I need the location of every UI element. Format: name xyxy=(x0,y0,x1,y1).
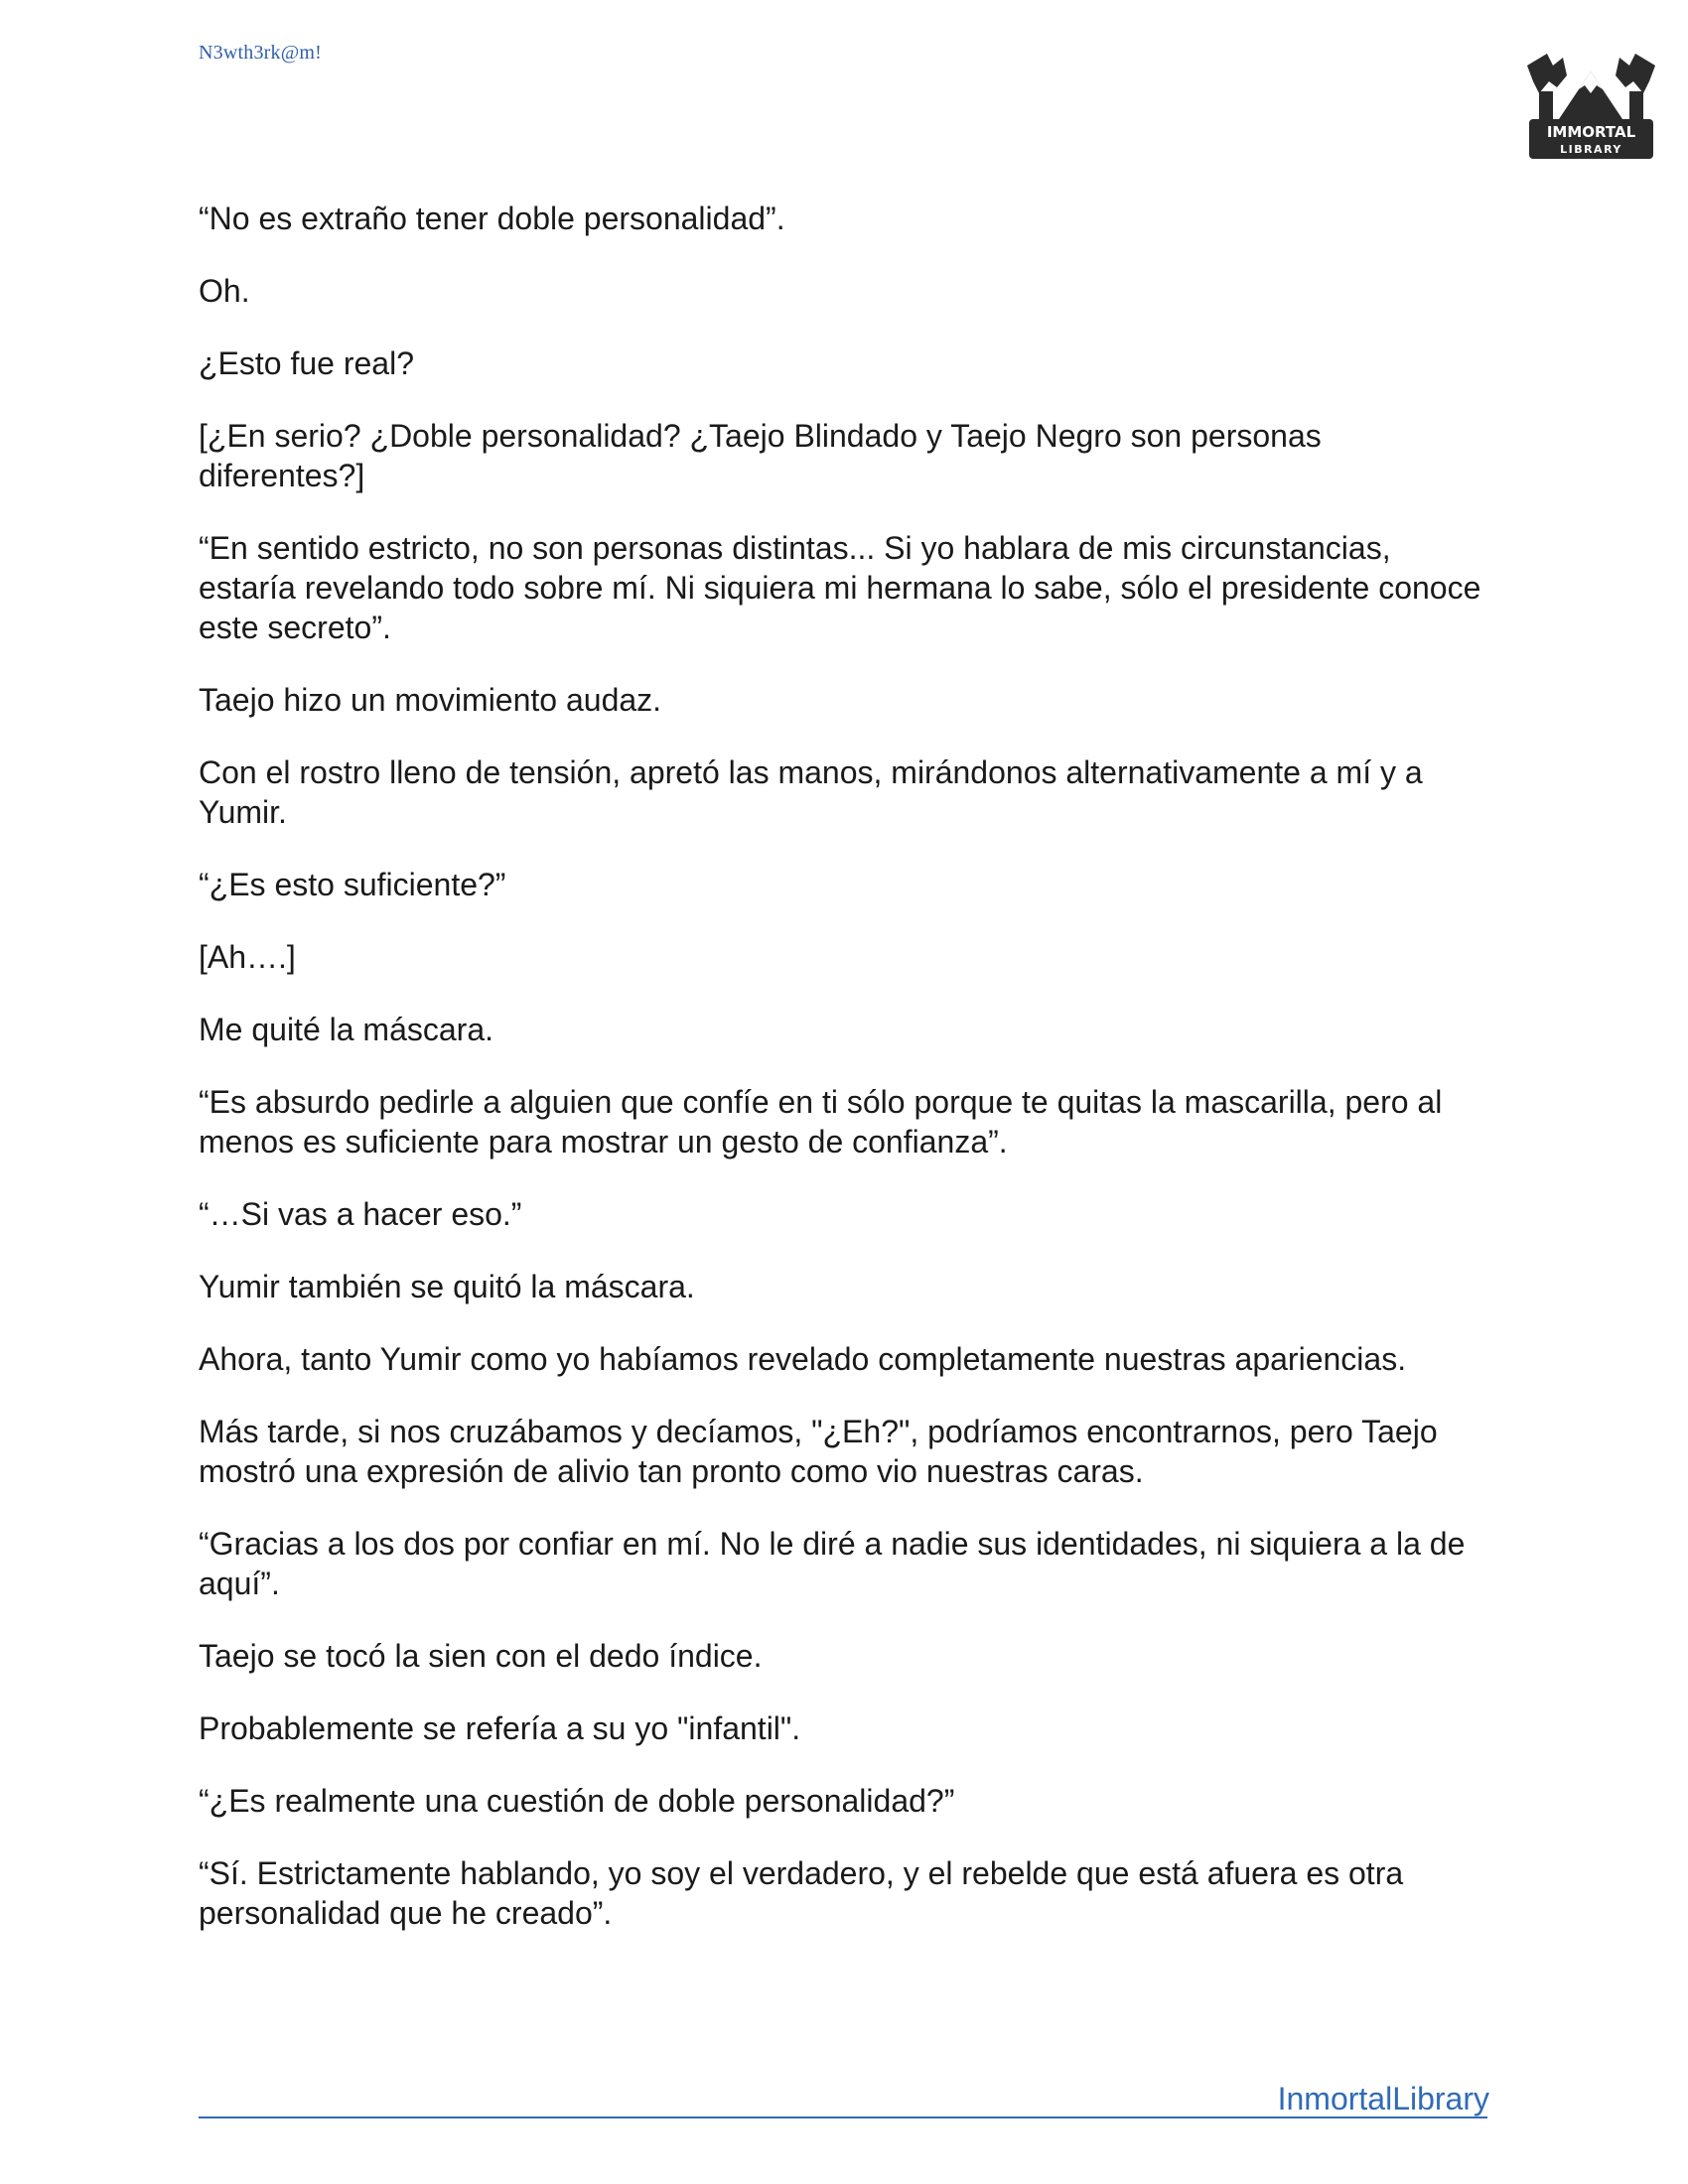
logo-wing-left xyxy=(1527,54,1567,93)
paragraph: “…Si vas a hacer eso.” xyxy=(199,1196,522,1232)
paragraph: Ahora, tanto Yumir como yo habíamos revelado completamente nuestras apariencias. xyxy=(199,1341,1407,1377)
paragraph: “¿Es realmente una cuestión de doble personalidad?” xyxy=(199,1783,955,1819)
paragraph: “Es absurdo pedirle a alguien que confíe en ti sólo porque te quitas la mascarilla, pero al menos es suficiente para mostrar un gesto de confianza”. xyxy=(199,1084,1443,1160)
paragraph: “Gracias a los dos por confiar en mí. No le diré a nadie sus identidades, ni siquiera a la de aquí”. xyxy=(199,1526,1466,1601)
paragraph: Probablemente se refería a su yo "infantil". xyxy=(199,1710,801,1746)
body-text xyxy=(199,199,1489,1966)
paragraph: “En sentido estricto, no son personas distintas... Si yo hablara de mis circunstancias, estaría revelando todo sobre mí. Ni siquiera mi hermana lo sabe, sólo el presidente conoce este secreto”. xyxy=(199,530,1481,645)
paragraph: Taejo se tocó la sien con el dedo índice. xyxy=(199,1638,763,1674)
paragraph: “No es extraño tener doble personalidad”. xyxy=(199,201,785,236)
paragraph: Me quité la máscara. xyxy=(199,1012,494,1047)
footer-link[interactable]: InmortalLibrary xyxy=(1277,2081,1489,2116)
paragraph: [Ah….] xyxy=(199,939,296,975)
paragraph: Con el rostro lleno de tensión, apretó las manos, mirándonos alternativamente a mí y a Yumir. xyxy=(199,754,1423,830)
logo-line-1: IMMORTAL xyxy=(1546,123,1636,141)
paragraph: [¿En serio? ¿Doble personalidad? ¿Taejo Blindado y Taejo Negro son personas diferentes?] xyxy=(199,418,1322,493)
paragraph: “Sí. Estrictamente hablando, yo soy el verdadero, y el rebelde que está afuera es otra personalidad que he creado”. xyxy=(199,1855,1404,1931)
header-watermark-text: N3wth3rk@m! xyxy=(199,42,322,64)
logo-line-2: LIBRARY xyxy=(1560,143,1622,156)
paragraph: Taejo hizo un movimiento audaz. xyxy=(199,682,662,718)
paragraph: Yumir también se quitó la máscara. xyxy=(199,1269,695,1304)
paragraph: Oh. xyxy=(199,273,250,309)
logo-wing-right xyxy=(1616,54,1655,93)
immortal-library-logo xyxy=(1519,36,1663,165)
paragraph: ¿Esto fue real? xyxy=(199,345,414,381)
paragraph: “¿Es esto suficiente?” xyxy=(199,867,506,902)
paragraph: Más tarde, si nos cruzábamos y decíamos, "¿Eh?", podríamos encontrarnos, pero Taejo mostró una expresión de alivio tan pronto como vio nuestras caras. xyxy=(199,1414,1438,1489)
